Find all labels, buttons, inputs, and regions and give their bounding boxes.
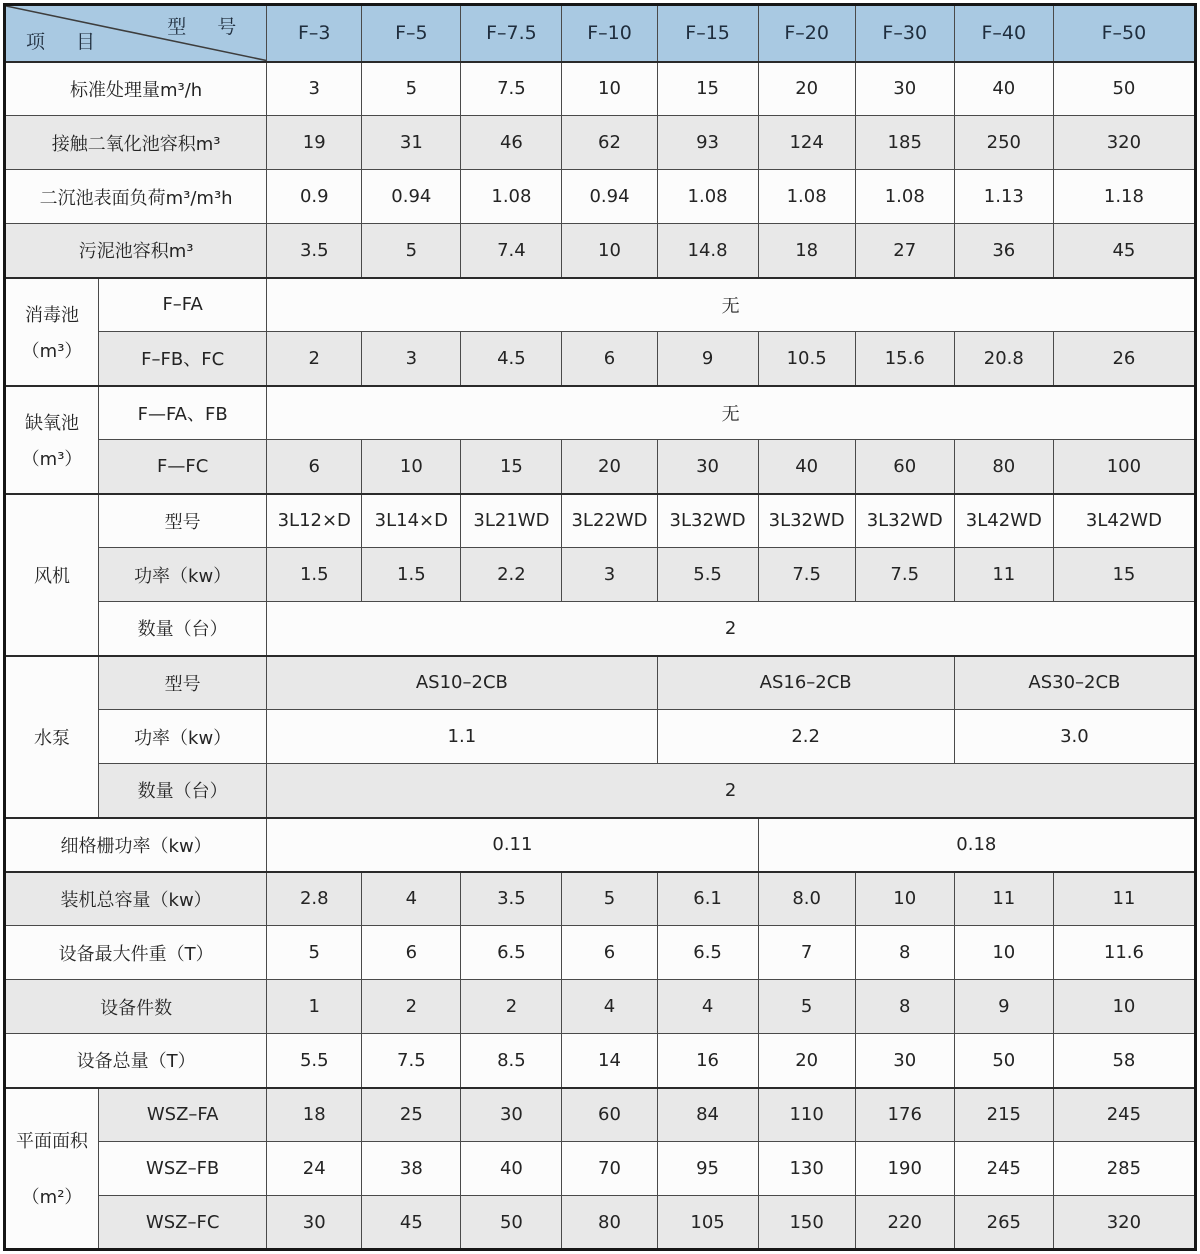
value-cell: 11 <box>1053 872 1195 926</box>
value-cell: 3L32WD <box>657 494 758 548</box>
value-cell: 11.6 <box>1053 926 1195 980</box>
value-cell: 1.5 <box>267 548 362 602</box>
value-cell: 5 <box>562 872 657 926</box>
value-cell: 7.5 <box>855 548 954 602</box>
value-cell: 60 <box>855 440 954 494</box>
table-row <box>5 764 1196 818</box>
value-cell: 15 <box>657 62 758 116</box>
value-cell: 3 <box>267 62 362 116</box>
value-cell: 7.5 <box>362 1034 461 1088</box>
value-cell: 0.94 <box>562 170 657 224</box>
value-cell: 40 <box>954 62 1053 116</box>
value-cell: 7.4 <box>461 224 562 278</box>
value-cell: 10.5 <box>758 332 855 386</box>
value-cell: 30 <box>855 62 954 116</box>
value-cell: 38 <box>362 1142 461 1196</box>
value-cell: 20 <box>562 440 657 494</box>
value-cell: 1.1 <box>267 710 657 764</box>
row-label: 污泥池容积m³ <box>5 224 267 278</box>
row-label: 标准处理量m³/h <box>5 62 267 116</box>
value-cell: 45 <box>1053 224 1195 278</box>
row-label: F–FB、FC <box>99 332 267 386</box>
value-cell: 1.08 <box>855 170 954 224</box>
value-cell: 50 <box>1053 62 1195 116</box>
table-row <box>5 548 1196 602</box>
table-row <box>5 980 1196 1034</box>
row-label: 功率（kw） <box>99 710 267 764</box>
value-cell: 105 <box>657 1196 758 1250</box>
value-cell: 2.2 <box>657 710 954 764</box>
value-cell: 30 <box>855 1034 954 1088</box>
value-cell: 10 <box>855 872 954 926</box>
value-cell: 3L14×D <box>362 494 461 548</box>
value-cell: 26 <box>1053 332 1195 386</box>
value-cell: 2 <box>267 332 362 386</box>
value-cell: 0.94 <box>362 170 461 224</box>
value-cell: 4 <box>657 980 758 1034</box>
value-cell: 5.5 <box>657 548 758 602</box>
value-cell: 30 <box>461 1088 562 1142</box>
group-unit-text: （m²） <box>21 1187 83 1209</box>
value-cell: 84 <box>657 1088 758 1142</box>
value-cell: 1.13 <box>954 170 1053 224</box>
value-cell: 6.5 <box>461 926 562 980</box>
col-header: F–7.5 <box>461 5 562 62</box>
value-cell: 3L12×D <box>267 494 362 548</box>
value-cell: 5 <box>362 224 461 278</box>
value-cell: 45 <box>362 1196 461 1250</box>
row-label: 细格栅功率（kw） <box>5 818 267 872</box>
row-label: 装机总容量（kw） <box>5 872 267 926</box>
header-row <box>5 5 1196 62</box>
table-row <box>5 386 1196 440</box>
table-row <box>5 1142 1196 1196</box>
value-cell: 320 <box>1053 116 1195 170</box>
value-cell: 5 <box>362 62 461 116</box>
value-cell: 3L22WD <box>562 494 657 548</box>
row-label: WSZ–FC <box>99 1196 267 1250</box>
value-cell: 220 <box>855 1196 954 1250</box>
value-cell: 2.2 <box>461 548 562 602</box>
value-cell: 40 <box>461 1142 562 1196</box>
value-cell: 16 <box>657 1034 758 1088</box>
value-cell: 18 <box>267 1088 362 1142</box>
value-cell: 无 <box>267 278 1196 332</box>
value-cell: 14 <box>562 1034 657 1088</box>
value-cell: 1.08 <box>461 170 562 224</box>
value-cell: 15 <box>1053 548 1195 602</box>
corner-model-label: 型 号 <box>167 16 243 38</box>
value-cell: 3L32WD <box>758 494 855 548</box>
value-cell: 6 <box>362 926 461 980</box>
table-row <box>5 656 1196 710</box>
value-cell: 7 <box>758 926 855 980</box>
group-label <box>5 386 99 494</box>
row-label: F–FA <box>99 278 267 332</box>
value-cell: 10 <box>954 926 1053 980</box>
value-cell: 62 <box>562 116 657 170</box>
value-cell: 190 <box>855 1142 954 1196</box>
row-label: 型号 <box>99 494 267 548</box>
value-cell: 31 <box>362 116 461 170</box>
table-row <box>5 332 1196 386</box>
value-cell: 10 <box>562 224 657 278</box>
value-cell: 30 <box>267 1196 362 1250</box>
value-cell: 19 <box>267 116 362 170</box>
row-label: 设备件数 <box>5 980 267 1034</box>
value-cell: 1.5 <box>362 548 461 602</box>
value-cell: 9 <box>954 980 1053 1034</box>
value-cell: 1.08 <box>758 170 855 224</box>
value-cell: 176 <box>855 1088 954 1142</box>
value-cell: 18 <box>758 224 855 278</box>
table-row <box>5 602 1196 656</box>
value-cell: 3L21WD <box>461 494 562 548</box>
group-label-text: 缺氧池 <box>25 412 80 434</box>
table-row <box>5 926 1196 980</box>
value-cell: 11 <box>954 548 1053 602</box>
value-cell: 9 <box>657 332 758 386</box>
spec-table <box>3 3 1197 1251</box>
value-cell: 1 <box>267 980 362 1034</box>
value-cell: 46 <box>461 116 562 170</box>
value-cell: 20 <box>758 1034 855 1088</box>
value-cell: 60 <box>562 1088 657 1142</box>
value-cell: 15 <box>461 440 562 494</box>
table-row <box>5 224 1196 278</box>
group-label <box>5 278 99 386</box>
value-cell: AS10–2CB <box>267 656 657 710</box>
value-cell: 4 <box>362 872 461 926</box>
value-cell: 30 <box>657 440 758 494</box>
value-cell: 80 <box>562 1196 657 1250</box>
value-cell: 185 <box>855 116 954 170</box>
value-cell: 8 <box>855 926 954 980</box>
group-label-text: 平面面积 <box>16 1131 89 1153</box>
group-unit-text: （m³） <box>21 340 83 362</box>
table-row <box>5 1034 1196 1088</box>
row-label: WSZ–FA <box>99 1088 267 1142</box>
value-cell: 5.5 <box>267 1034 362 1088</box>
value-cell: 2 <box>461 980 562 1034</box>
corner-header-cell <box>5 5 267 62</box>
value-cell: 3 <box>362 332 461 386</box>
col-header: F–20 <box>758 5 855 62</box>
value-cell: 7.5 <box>758 548 855 602</box>
value-cell: 50 <box>954 1034 1053 1088</box>
value-cell: 0.9 <box>267 170 362 224</box>
value-cell: 6.5 <box>657 926 758 980</box>
value-cell: 110 <box>758 1088 855 1142</box>
value-cell: 285 <box>1053 1142 1195 1196</box>
value-cell: 80 <box>954 440 1053 494</box>
value-cell: 0.11 <box>267 818 758 872</box>
value-cell: 8.5 <box>461 1034 562 1088</box>
table-row <box>5 818 1196 872</box>
value-cell: 10 <box>362 440 461 494</box>
value-cell: 7.5 <box>461 62 562 116</box>
table-row <box>5 440 1196 494</box>
value-cell: 245 <box>1053 1088 1195 1142</box>
value-cell: 11 <box>954 872 1053 926</box>
value-cell: 6 <box>562 926 657 980</box>
value-cell: 6.1 <box>657 872 758 926</box>
value-cell: 5 <box>267 926 362 980</box>
value-cell: 3.5 <box>461 872 562 926</box>
value-cell: 36 <box>954 224 1053 278</box>
value-cell: 6 <box>267 440 362 494</box>
col-header: F–15 <box>657 5 758 62</box>
value-cell: 1.08 <box>657 170 758 224</box>
value-cell: 3L42WD <box>1053 494 1195 548</box>
value-cell: 20 <box>758 62 855 116</box>
table-row <box>5 494 1196 548</box>
col-header: F–40 <box>954 5 1053 62</box>
row-label: 接触二氧化池容积m³ <box>5 116 267 170</box>
value-cell: 6 <box>562 332 657 386</box>
value-cell: 215 <box>954 1088 1053 1142</box>
col-header: F–30 <box>855 5 954 62</box>
col-header: F–50 <box>1053 5 1195 62</box>
table-row <box>5 1196 1196 1250</box>
value-cell: 100 <box>1053 440 1195 494</box>
value-cell: 150 <box>758 1196 855 1250</box>
table-row <box>5 116 1196 170</box>
col-header: F–5 <box>362 5 461 62</box>
group-label <box>5 1088 99 1250</box>
value-cell: 265 <box>954 1196 1053 1250</box>
value-cell: 3.5 <box>267 224 362 278</box>
col-header: F–3 <box>267 5 362 62</box>
value-cell: 58 <box>1053 1034 1195 1088</box>
value-cell: 2 <box>267 602 1196 656</box>
row-label: WSZ–FB <box>99 1142 267 1196</box>
group-label-text: 消毒池 <box>25 304 80 326</box>
col-header: F–10 <box>562 5 657 62</box>
value-cell: 124 <box>758 116 855 170</box>
row-label: 设备最大件重（T） <box>5 926 267 980</box>
value-cell: 10 <box>1053 980 1195 1034</box>
value-cell: 40 <box>758 440 855 494</box>
value-cell: 14.8 <box>657 224 758 278</box>
table-row <box>5 278 1196 332</box>
value-cell: 10 <box>562 62 657 116</box>
value-cell: 0.18 <box>758 818 1195 872</box>
value-cell: 24 <box>267 1142 362 1196</box>
row-label: 功率（kw） <box>99 548 267 602</box>
row-label: 数量（台） <box>99 602 267 656</box>
value-cell: 130 <box>758 1142 855 1196</box>
table-row <box>5 872 1196 926</box>
row-label: 二沉池表面负荷m³/m³h <box>5 170 267 224</box>
value-cell: 1.18 <box>1053 170 1195 224</box>
value-cell: 4.5 <box>461 332 562 386</box>
group-label: 风机 <box>5 494 99 656</box>
value-cell: 50 <box>461 1196 562 1250</box>
value-cell: 25 <box>362 1088 461 1142</box>
value-cell: 3 <box>562 548 657 602</box>
value-cell: 20.8 <box>954 332 1053 386</box>
value-cell: 3.0 <box>954 710 1195 764</box>
row-label: 数量（台） <box>99 764 267 818</box>
table-row <box>5 62 1196 116</box>
group-unit-text: （m³） <box>21 448 83 470</box>
row-label: 设备总量（T） <box>5 1034 267 1088</box>
value-cell: 2 <box>362 980 461 1034</box>
value-cell: AS30–2CB <box>954 656 1195 710</box>
value-cell: 无 <box>267 386 1196 440</box>
table-row <box>5 170 1196 224</box>
value-cell: 245 <box>954 1142 1053 1196</box>
group-label: 水泵 <box>5 656 99 818</box>
value-cell: 4 <box>562 980 657 1034</box>
value-cell: 2 <box>267 764 1196 818</box>
row-label: 型号 <box>99 656 267 710</box>
value-cell: 250 <box>954 116 1053 170</box>
value-cell: 15.6 <box>855 332 954 386</box>
value-cell: 8.0 <box>758 872 855 926</box>
value-cell: 93 <box>657 116 758 170</box>
value-cell: 320 <box>1053 1196 1195 1250</box>
value-cell: 70 <box>562 1142 657 1196</box>
value-cell: 8 <box>855 980 954 1034</box>
value-cell: 27 <box>855 224 954 278</box>
table-row <box>5 1088 1196 1142</box>
table-row <box>5 710 1196 764</box>
value-cell: 2.8 <box>267 872 362 926</box>
value-cell: 3L32WD <box>855 494 954 548</box>
value-cell: 95 <box>657 1142 758 1196</box>
value-cell: 3L42WD <box>954 494 1053 548</box>
corner-item-label: 项 目 <box>26 30 102 53</box>
row-label: F—FA、FB <box>99 386 267 440</box>
value-cell: AS16–2CB <box>657 656 954 710</box>
row-label: F—FC <box>99 440 267 494</box>
value-cell: 5 <box>758 980 855 1034</box>
